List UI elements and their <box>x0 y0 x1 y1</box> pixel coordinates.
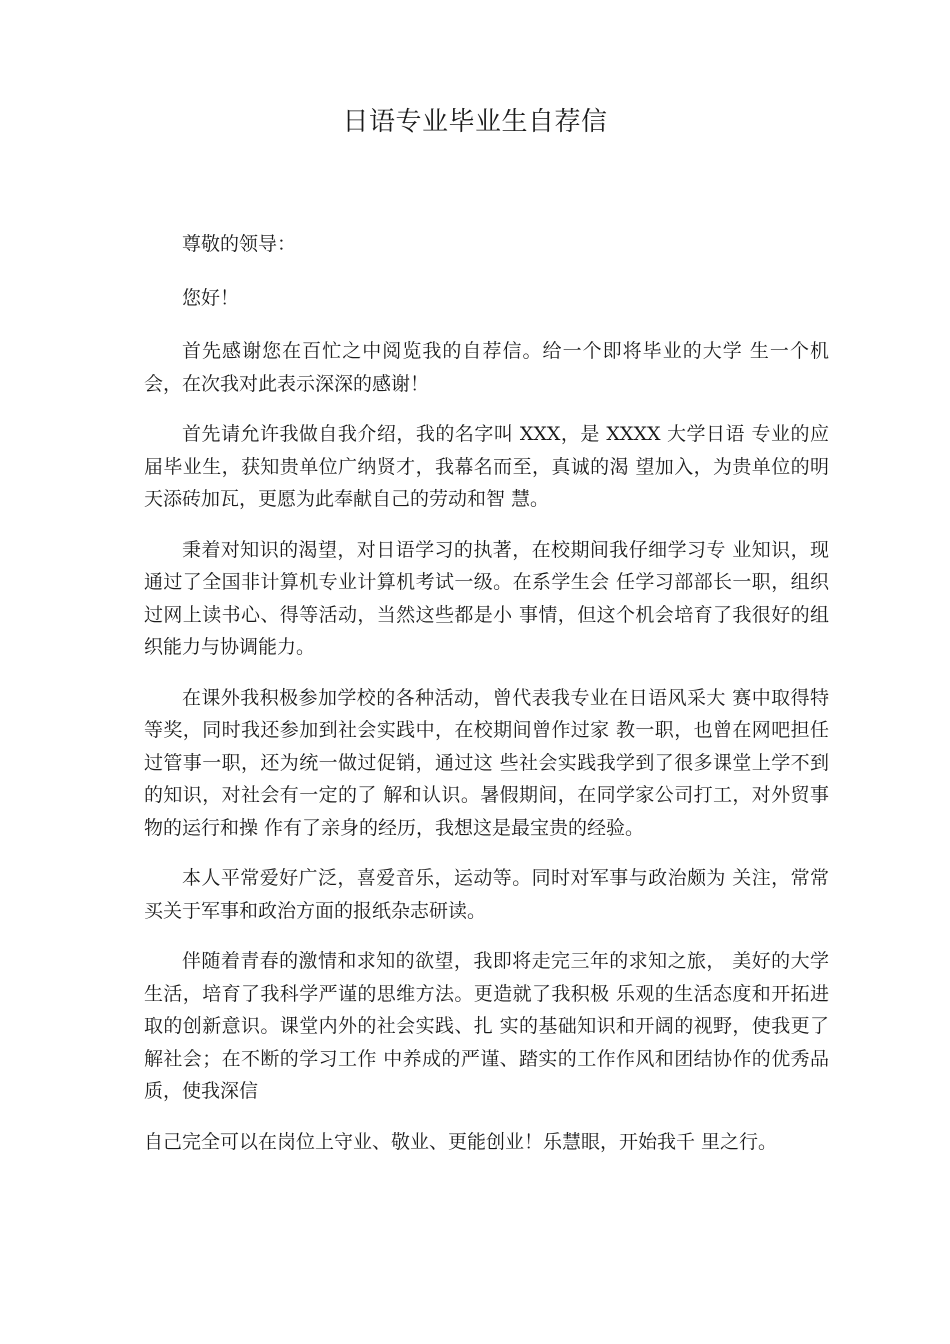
paragraph-university-life: 伴随着青春的激情和求知的欲望，我即将走完三年的求知之旅， 美好的大学生活，培育了我科学严谨的思维方法。更造就了我积极 乐观的生活态度和开拓进取的创新意识。课堂内外的社会实践、扎 实的基础知识和开阔的视野，使我更了解社会；在不断的学习工作 中养成的严谨、踏实的工作作风和团结协作的优秀品质，使我深信 <box>144 950 829 1102</box>
greeting: 您好！ <box>182 286 240 309</box>
paragraph-hobbies: 本人平常爱好广泛，喜爱音乐，运动等。同时对军事与政治颇为 关注，常常买关于军事和政治方面的报纸杂志研读。 <box>144 867 829 922</box>
paragraph-closing: 自己完全可以在岗位上守业、敬业、更能创业！乐慧眼，开始我千 里之行。 <box>144 1130 778 1153</box>
letter-body <box>144 228 829 1158</box>
paragraph-study: 秉着对知识的渴望，对日语学习的执著，在校期间我仔细学习专 业知识，现通过了全国非计算机专业计算机考试一级。在系学生会 任学习部部长一职，组织过网上读书心、得等活动，当然这些都是小 事情，但这个机会培育了我很好的组织能力与协调能力。 <box>144 538 829 658</box>
paragraph-activities: 在课外我积极参加学校的各种活动，曾代表我专业在日语风采大 赛中取得特等奖，同时我还参加到社会实践中，在校期间曾作过家 教一职，也曾在网吧担任过管事一职，还为统一做过促销，通过这 些社会实践我学到了很多课堂上学不到的知识，对社会有一定的了 解和认识。暑假期间，在同学家公司打工，对外贸事物的运行和操 作有了亲身的经历，我想这是最宝贵的经验。 <box>144 686 829 839</box>
paragraph-thanks: 首先感谢您在百忙之中阅览我的自荐信。给一个即将毕业的大学 生一个机会，在次我对此表示深深的感谢！ <box>144 340 829 395</box>
document-title: 日语专业毕业生自荐信 <box>342 107 608 137</box>
salutation: 尊敬的领导： <box>182 233 297 255</box>
paragraph-introduction: 首先请允许我做自我介绍，我的名字叫 XXX，是 XXXX 大学日语 专业的应届毕业生，获知贵单位广纳贤才，我幕名而至，真诚的渴 望加入，为贵单位的明天添砖加瓦，更愿为此奉献自己的劳动和智 慧。 <box>144 423 829 510</box>
